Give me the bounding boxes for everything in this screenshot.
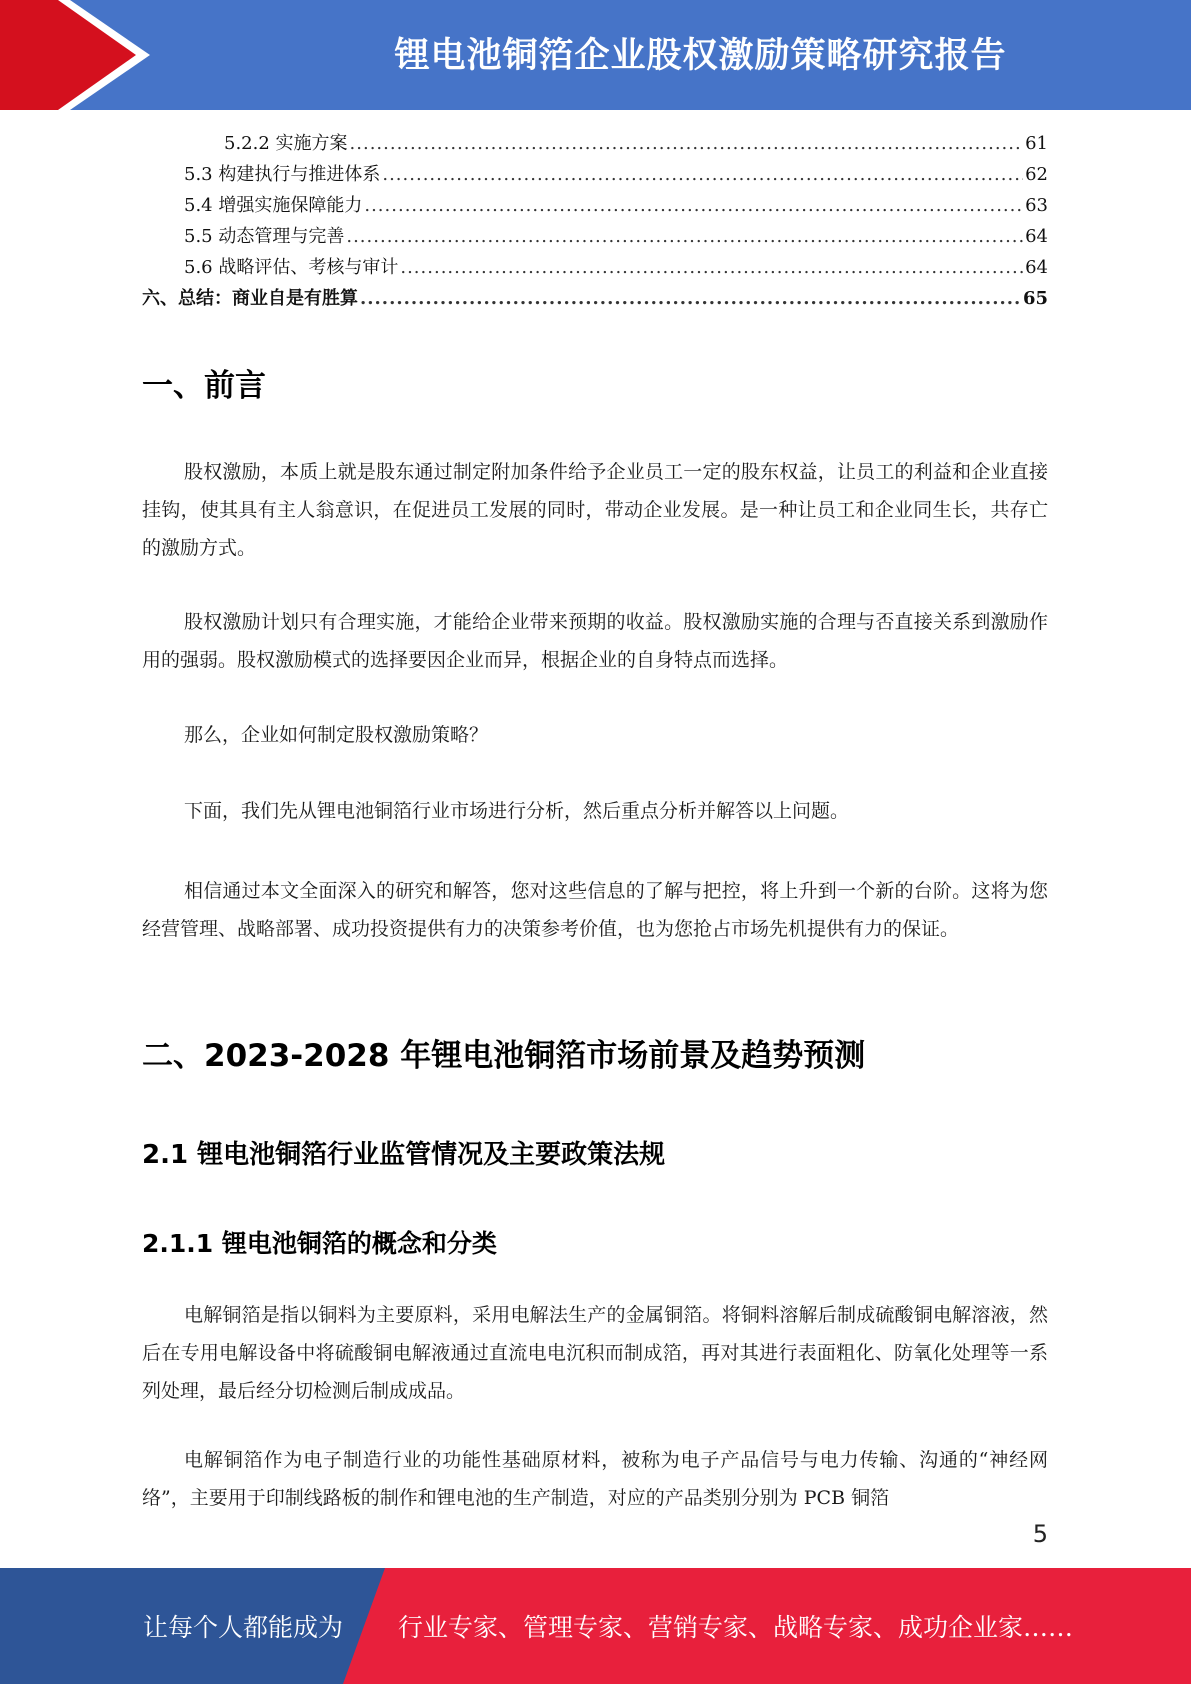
toc-entry[interactable] xyxy=(142,159,1048,190)
toc-entry[interactable] xyxy=(142,221,1048,252)
page-number: 5 xyxy=(1032,1520,1048,1548)
toc-entry-page: 64 xyxy=(1025,257,1048,278)
footer-slogan-right: 行业专家、管理专家、营销专家、战略专家、成功企业家…… xyxy=(398,1613,1074,1642)
paragraph: 股权激励，本质上就是股东通过制定附加条件给予企业员工一定的股东权益，让员工的利益和企业直接挂钩，使其具有主人翁意识，在促进员工发展的同时，带动企业发展。是一种让员工和企业同生长，共存亡的激励方式。 xyxy=(142,461,1048,559)
toc-entry-label: 5.3 构建执行与推进体系 xyxy=(184,164,381,185)
toc-entry-label: 5.2.2 实施方案 xyxy=(224,133,348,154)
subsection-heading: 2.1 锂电池铜箔行业监管情况及主要政策法规 xyxy=(142,1140,666,1170)
toc-leader xyxy=(350,128,1024,159)
paragraph: 那么，企业如何制定股权激励策略？ xyxy=(184,724,489,746)
toc-entry[interactable] xyxy=(142,128,1048,159)
toc-leader xyxy=(364,190,1023,221)
page-header xyxy=(0,0,1191,110)
toc-entry-label: 六、总结：商业自是有胜算 xyxy=(142,288,358,309)
toc-leader xyxy=(360,283,1021,314)
toc-entry[interactable] xyxy=(142,252,1048,283)
header-chevron-icon xyxy=(0,0,160,110)
toc-entry-page: 64 xyxy=(1025,226,1048,247)
subsubsection-heading: 2.1.1 锂电池铜箔的概念和分类 xyxy=(142,1229,497,1258)
section-heading-market: 二、2023-2028 年锂电池铜箔市场前景及趋势预测 xyxy=(142,1038,866,1074)
toc-entry-label: 5.4 增强实施保障能力 xyxy=(184,195,363,216)
paragraph: 相信通过本文全面深入的研究和解答，您对这些信息的了解与把控，将上升到一个新的台阶。这将为您经营管理、战略部署、成功投资提供有力的决策参考价值，也为您抢占市场先机提供有力的保证。 xyxy=(142,880,1048,940)
paragraph: 电解铜箔作为电子制造行业的功能性基础原材料，被称为电子产品信号与电力传输、沟通的“神经网络”，主要用于印制线路板的制作和锂电池的生产制造，对应的产品类别分别为 PCB 铜箔 xyxy=(142,1449,1048,1509)
toc-entry-page: 65 xyxy=(1022,288,1048,309)
toc-leader xyxy=(382,159,1023,190)
toc-entry-page: 63 xyxy=(1025,195,1048,216)
toc-entry-page: 62 xyxy=(1025,164,1048,185)
table-of-contents xyxy=(142,128,1048,314)
paragraph: 股权激励计划只有合理实施，才能给企业带来预期的收益。股权激励实施的合理与否直接关系到激励作用的强弱。股权激励模式的选择要因企业而异，根据企业的自身特点而选择。 xyxy=(142,611,1048,671)
paragraph: 下面，我们先从锂电池铜箔行业市场进行分析，然后重点分析并解答以上问题。 xyxy=(184,800,850,822)
toc-leader xyxy=(400,252,1023,283)
paragraph: 电解铜箔是指以铜料为主要原料，采用电解法生产的金属铜箔。将铜料溶解后制成硫酸铜电解溶液，然后在专用电解设备中将硫酸铜电解液通过直流电电沉积而制成箔，再对其进行表面粗化、防氧化处理等一系列处理，最后经分切检测后制成成品。 xyxy=(142,1304,1048,1402)
toc-entry-label: 5.6 战略评估、考核与审计 xyxy=(184,257,399,278)
footer-slogan-left: 让每个人都能成为 xyxy=(143,1613,344,1642)
page-footer xyxy=(0,1568,1191,1684)
toc-entry[interactable] xyxy=(142,190,1048,221)
toc-entry-label: 5.5 动态管理与完善 xyxy=(184,226,345,247)
section-heading-preface: 一、前言 xyxy=(142,368,266,404)
toc-leader xyxy=(346,221,1023,252)
header-title: 锂电池铜箔企业股权激励策略研究报告 xyxy=(394,36,1007,76)
toc-entry[interactable] xyxy=(142,283,1048,314)
toc-entry-page: 61 xyxy=(1025,133,1048,154)
